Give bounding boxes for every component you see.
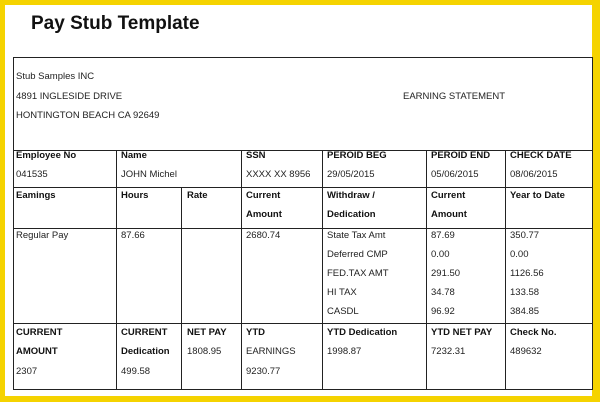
ytd-earnings-value: 9230.77 <box>246 366 281 377</box>
net-pay-value: 1808.95 <box>187 346 222 357</box>
header-year-to-date: Year to Date <box>510 190 565 201</box>
check-no-value: 489632 <box>510 346 542 357</box>
rule-earnings-body <box>13 228 593 229</box>
statement-label: EARNING STATEMENT <box>403 91 506 102</box>
header-current-l1: Current <box>431 190 466 201</box>
value-ssn: XXXX XX 8956 <box>246 169 311 180</box>
header-current-amount-l1: Current <box>246 190 281 201</box>
rule-totals-top <box>13 323 593 324</box>
deduction-current: 34.78 <box>431 287 455 298</box>
ytd-dedication-value: 1998.87 <box>327 346 362 357</box>
deduction-current: 96.92 <box>431 306 455 317</box>
total-current-amount: 2307 <box>16 366 38 377</box>
total-current-ded-l1: CURRENT <box>121 327 168 338</box>
header-withdraw-l1: Withdraw / <box>327 190 375 201</box>
company-address-line2: HONTINGTON BEACH CA 92649 <box>16 110 160 121</box>
earnings-label: Regular Pay <box>16 230 69 241</box>
header-hours: Hours <box>121 190 149 201</box>
header-current-amount-l2: Amount <box>246 209 282 220</box>
net-pay-label: NET PAY <box>187 327 227 338</box>
header-check-date: CHECK DATE <box>510 150 572 161</box>
deduction-current: 0.00 <box>431 249 450 260</box>
deduction-current: 87.69 <box>431 230 455 241</box>
ytd-dedication-label: YTD Dedication <box>327 327 398 338</box>
deduction-name: State Tax Amt <box>327 230 386 241</box>
total-current-ded: 499.58 <box>121 366 151 377</box>
value-name: JOHN Michel <box>121 169 177 180</box>
deduction-name: Deferred CMP <box>327 249 388 260</box>
header-employee-no: Employee No <box>16 150 77 161</box>
deduction-name: FED.TAX AMT <box>327 268 389 279</box>
deduction-ytd: 0.00 <box>510 249 529 260</box>
deduction-ytd: 350.77 <box>510 230 540 241</box>
header-ssn: SSN <box>246 150 266 161</box>
header-name: Name <box>121 150 147 161</box>
deduction-ytd: 384.85 <box>510 306 540 317</box>
header-current-l2: Amount <box>431 209 467 220</box>
header-period-beg: PEROID BEG <box>327 150 387 161</box>
deduction-ytd: 1126.56 <box>510 268 544 279</box>
col-divider-2 <box>181 187 182 390</box>
header-withdraw-l2: Dedication <box>327 209 376 220</box>
col-divider-5 <box>426 150 427 390</box>
check-no-label: Check No. <box>510 327 557 338</box>
total-current-amount-l2: AMOUNT <box>16 346 58 357</box>
total-current-amount-l1: CURRENT <box>16 327 63 338</box>
ytd-net-pay-label: YTD NET PAY <box>431 327 493 338</box>
header-period-end: PEROID END <box>431 150 491 161</box>
header-rate: Rate <box>187 190 208 201</box>
deduction-current: 291.50 <box>431 268 461 279</box>
pay-stub-table <box>13 57 593 390</box>
deduction-name: CASDL <box>327 306 359 317</box>
header-earnings: Eamings <box>16 190 56 201</box>
ytd-net-pay-value: 7232.31 <box>431 346 466 357</box>
total-current-ded-l2: Dedication <box>121 346 170 357</box>
ytd-label: YTD <box>246 327 265 338</box>
value-period-end: 05/06/2015 <box>431 169 479 180</box>
earnings-current-amount: 2680.74 <box>246 230 281 241</box>
company-name: Stub Samples INC <box>16 71 95 82</box>
col-divider-6 <box>505 150 506 390</box>
value-employee-no: 041535 <box>16 169 48 180</box>
value-check-date: 08/06/2015 <box>510 169 558 180</box>
col-divider-1 <box>116 150 117 390</box>
earnings-hours: 87.66 <box>121 230 145 241</box>
ytd-earnings-label: EARNINGS <box>246 346 296 357</box>
pay-stub-sheet <box>5 5 592 396</box>
rule-earnings-top <box>13 187 593 188</box>
company-address-line1: 4891 INGLESIDE DRIVE <box>16 91 123 102</box>
deduction-name: HI TAX <box>327 287 357 298</box>
page-title: Pay Stub Template <box>31 13 200 34</box>
rule-info-top <box>13 150 593 151</box>
col-divider-3 <box>241 150 242 390</box>
deduction-ytd: 133.58 <box>510 287 540 298</box>
value-period-beg: 29/05/2015 <box>327 169 375 180</box>
col-divider-4 <box>322 150 323 390</box>
